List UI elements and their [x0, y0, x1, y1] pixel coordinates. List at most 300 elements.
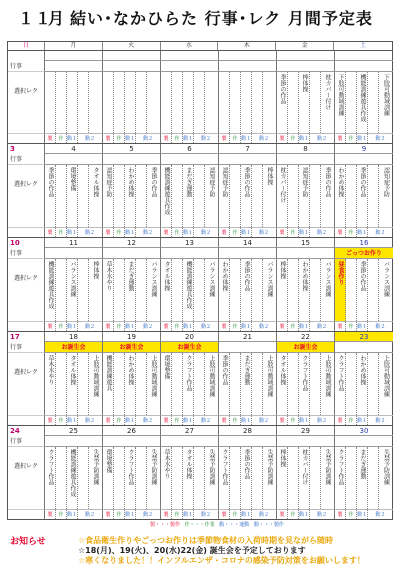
activity-label: 上肢可動域訓練 — [266, 355, 273, 397]
activity-label: まだぎ運動 — [185, 167, 192, 197]
activity-cell — [335, 165, 346, 227]
footer-tag: 製 — [335, 415, 346, 425]
activity-cell — [321, 447, 335, 509]
activity-label: クラフト作品 — [47, 449, 54, 485]
activity-cell — [205, 165, 219, 227]
footer-tag: 動１ — [67, 509, 78, 519]
footer-tag: 動２ — [310, 227, 335, 237]
activity-cell — [288, 353, 299, 415]
activity-cell — [299, 165, 310, 227]
activity-cell — [299, 72, 310, 133]
activity-label: バランス訓練 — [150, 261, 157, 297]
activity-cell — [346, 259, 357, 321]
activity-cell — [103, 353, 114, 415]
activity-label: タオル体操 — [69, 355, 76, 385]
activity-cell — [147, 353, 161, 415]
activity-cell — [288, 447, 299, 509]
activity-label: 枕カバー付け — [324, 74, 331, 110]
date-number: 21 — [219, 332, 277, 342]
activity-cell — [125, 72, 136, 133]
week-row — [7, 144, 393, 238]
date-number — [335, 51, 393, 61]
date-number — [103, 51, 161, 61]
activity-label: 上肢可動域訓練 — [382, 355, 390, 397]
event-cell — [335, 436, 393, 447]
activity-label: 失禁予防訓練 — [382, 449, 390, 485]
activity-cell — [147, 259, 161, 321]
activity-cell — [125, 353, 136, 415]
footer-tag: 作 — [346, 509, 357, 519]
footer-tag: 製 — [103, 509, 114, 519]
activity-label: まだぎ運動 — [127, 261, 134, 291]
event-cell — [45, 154, 103, 165]
activity-cell — [346, 447, 357, 509]
footer-tag: 製 — [45, 133, 56, 143]
footer-tag: 製 — [335, 321, 346, 331]
activity-cell — [252, 353, 263, 415]
activity-label: 季節の作品 — [243, 261, 250, 291]
footer-tag: 作 — [288, 321, 299, 331]
date-number: 5 — [103, 144, 161, 154]
activity-cell — [379, 259, 393, 321]
footer-tag: 作 — [288, 133, 299, 143]
activity-cell — [379, 165, 393, 227]
footer-tag: 製 — [45, 415, 56, 425]
date-number — [161, 51, 219, 61]
weeks-container — [7, 50, 393, 520]
footer-tag: 動１ — [241, 321, 252, 331]
activity-cell — [172, 165, 183, 227]
footer-tag: 動２ — [252, 227, 277, 237]
activity-cell — [263, 353, 277, 415]
event-cell — [103, 154, 161, 165]
event-cell: お誕生会 — [277, 342, 335, 353]
day-header-row — [7, 41, 393, 50]
footer-tag: 作 — [56, 321, 67, 331]
date-number — [277, 51, 335, 61]
activity-label: 季節の作品 — [359, 261, 366, 291]
footer-tag: 動１ — [299, 227, 310, 237]
day-header-6: 土 — [360, 42, 367, 49]
footer-tag: 動２ — [368, 133, 393, 143]
activity-cell — [78, 353, 89, 415]
activity-cell — [78, 447, 89, 509]
activity-label: 下肢可動域訓練 — [337, 74, 344, 116]
sunday-date: 10 — [8, 238, 45, 248]
activity-cell — [45, 447, 56, 509]
footer-tag: 動２ — [194, 415, 219, 425]
activity-label: 機能訓練遊具作成 — [185, 261, 192, 309]
activity-cell — [67, 259, 78, 321]
activity-cell — [252, 165, 263, 227]
activity-label: わかめ体操 — [301, 261, 308, 291]
activity-cell — [56, 165, 67, 227]
activity-cell — [183, 259, 194, 321]
date-number: 7 — [219, 144, 277, 154]
activity-cell — [205, 72, 219, 133]
activity-cell — [45, 353, 56, 415]
activity-label: わかめ体操 — [359, 355, 366, 385]
activity-cell — [321, 259, 335, 321]
footer-tag: 作 — [56, 509, 67, 519]
footer-tag: 製 — [161, 227, 172, 237]
footer-tag: 製 — [161, 415, 172, 425]
activity-cell — [194, 353, 205, 415]
activity-label: わかめ体操 — [221, 261, 228, 291]
activity-cell — [205, 353, 219, 415]
footer-tag: 動１ — [183, 227, 194, 237]
activity-cell — [136, 165, 147, 227]
activity-cell — [161, 353, 172, 415]
footer-tag: 動１ — [241, 509, 252, 519]
event-cell — [277, 248, 335, 259]
activity-label: 上肢可動域訓練 — [208, 355, 215, 397]
date-number: 14 — [219, 238, 277, 248]
footer-tag: 作 — [172, 415, 183, 425]
footer-tag: 動１ — [183, 509, 194, 519]
activity-cell — [241, 353, 252, 415]
legend-do2: 動・・・製作 — [253, 522, 284, 528]
footer-tag: 動１ — [299, 415, 310, 425]
date-number: 11 — [45, 238, 103, 248]
activity-label: 認知症予防 — [301, 167, 308, 197]
activity-cell — [219, 353, 230, 415]
footer-tag: 動１ — [357, 321, 368, 331]
footer-tag: 作 — [230, 133, 241, 143]
date-number: 18 — [45, 332, 103, 342]
footer-tag: 製 — [161, 133, 172, 143]
activity-label: クラフト作品 — [127, 449, 134, 485]
activity-cell — [147, 165, 161, 227]
event-row-label: 行事 — [8, 436, 45, 447]
activity-label: 季節の作品 — [324, 167, 331, 197]
event-cell — [45, 248, 103, 259]
activity-label: クラフト作品 — [221, 449, 228, 485]
activity-cell — [230, 259, 241, 321]
date-number: 30 — [335, 426, 393, 436]
activity-cell — [89, 259, 103, 321]
event-cell — [161, 248, 219, 259]
activity-cell — [219, 72, 230, 133]
footer-tag: 製 — [161, 321, 172, 331]
footer-tag: 動２ — [368, 415, 393, 425]
footer-tag: 動１ — [357, 509, 368, 519]
event-cell: お誕生会 — [45, 342, 103, 353]
footer-tag: 製 — [219, 227, 230, 237]
date-number: 29 — [277, 426, 335, 436]
footer-row-label — [8, 321, 45, 331]
activity-label: クラフト作品 — [301, 355, 308, 391]
footer-tag: 動２ — [136, 509, 161, 519]
activity-cell — [335, 259, 346, 321]
footer-tag: 動１ — [125, 415, 136, 425]
activity-cell — [56, 447, 67, 509]
event-cell — [45, 61, 103, 72]
activity-cell — [56, 259, 67, 321]
activity-row-label: 選択レク — [8, 72, 45, 133]
footer-tag: 動２ — [368, 321, 393, 331]
activity-cell — [78, 72, 89, 133]
footer-tag: 作 — [172, 227, 183, 237]
activity-cell — [241, 259, 252, 321]
activity-cell — [183, 165, 194, 227]
date-number: 6 — [161, 144, 219, 154]
footer-tag: 動１ — [241, 227, 252, 237]
event-cell: お誕生会 — [161, 342, 219, 353]
footer-tag: 動１ — [125, 133, 136, 143]
notice-line-3: ☆寒くなりました！！インフルエンザ・コロナの感染予防対策をお願いします！ — [78, 556, 365, 565]
footer-tag: 動２ — [252, 509, 277, 519]
activity-cell — [277, 259, 288, 321]
activity-row-label: 選択レク — [8, 259, 45, 321]
activity-cell — [56, 72, 67, 133]
footer-tag: 動２ — [194, 509, 219, 519]
activity-cell — [321, 72, 335, 133]
sunday-date: 24 — [8, 426, 45, 436]
activity-cell — [114, 259, 125, 321]
footer-tag: 製 — [277, 133, 288, 143]
activity-cell — [368, 72, 379, 133]
legend-do1: 動・・・運動 — [219, 522, 250, 528]
activity-cell — [172, 353, 183, 415]
footer-tag: 製 — [335, 509, 346, 519]
activity-cell — [230, 447, 241, 509]
activity-cell — [125, 259, 136, 321]
activity-cell — [277, 72, 288, 133]
activity-cell — [78, 165, 89, 227]
footer-tag: 作 — [114, 133, 125, 143]
activity-label: バランス訓練 — [324, 261, 331, 297]
notice-line-2: ☆18(月)、19(火)、20(水)22(金) 誕生会を予定しております — [78, 546, 306, 555]
footer-tag: 動１ — [125, 227, 136, 237]
activity-cell — [45, 165, 56, 227]
page-title: 結い･なかひらた 行事･レク 月間予定表 — [70, 9, 373, 28]
footer-tag: 動２ — [78, 321, 103, 331]
activity-label: 機能訓練遊具作成 — [163, 167, 170, 215]
activity-label: タオル体操 — [279, 355, 286, 385]
footer-tag: 動１ — [67, 227, 78, 237]
footer-tag: 製 — [161, 509, 172, 519]
activity-label: 機能訓練遊具作成 — [69, 449, 76, 497]
activity-cell — [136, 447, 147, 509]
activity-row-label: 選択レク — [8, 165, 45, 227]
footer-tag: 動２ — [194, 133, 219, 143]
activity-cell — [219, 447, 230, 509]
activity-label: 環境整備 — [163, 355, 170, 379]
footer-tag: 動１ — [183, 415, 194, 425]
activity-label: 棒体操 — [266, 167, 273, 185]
activity-cell — [277, 165, 288, 227]
activity-cell — [136, 259, 147, 321]
footer-tag: 作 — [346, 133, 357, 143]
activity-label: 棒体操 — [279, 261, 286, 279]
footer-tag: 製 — [45, 509, 56, 519]
footer-tag: 製 — [277, 321, 288, 331]
activity-label: 下肢可動域訓練 — [382, 74, 390, 116]
activity-cell — [183, 447, 194, 509]
footer-row-label — [8, 509, 45, 519]
event-cell — [219, 154, 277, 165]
activity-label: 失禁予防訓練 — [208, 449, 215, 485]
activity-label: 認知症予防 — [208, 167, 215, 197]
footer-tag: 製 — [103, 227, 114, 237]
footer-tag: 動１ — [125, 509, 136, 519]
footer-tag: 動１ — [357, 133, 368, 143]
event-cell — [161, 61, 219, 72]
activity-cell — [172, 72, 183, 133]
activity-cell — [299, 447, 310, 509]
activity-cell — [230, 165, 241, 227]
event-cell — [103, 436, 161, 447]
activity-cell — [335, 72, 346, 133]
activity-cell — [136, 72, 147, 133]
footer-row-label — [8, 415, 45, 425]
notice-line-1: ☆食品衛生作りやごっつお作りは季節物食材の入荷時期を見ながら随時 — [78, 536, 334, 545]
sunday-date — [8, 51, 45, 61]
footer-row-label — [8, 133, 45, 143]
activity-label: わかめ体操 — [337, 167, 344, 197]
activity-label: まだぎ運動 — [359, 449, 366, 479]
activity-cell — [379, 72, 393, 133]
footer-tag: 動１ — [357, 415, 368, 425]
footer-tag: 動２ — [78, 227, 103, 237]
sunday-date: 17 — [8, 332, 45, 342]
event-cell — [277, 154, 335, 165]
footer-tag: 動２ — [136, 227, 161, 237]
activity-label: 上肢可動域訓練 — [150, 355, 157, 397]
activity-cell — [263, 165, 277, 227]
footer-tag: 動２ — [136, 133, 161, 143]
footer-tag: 動１ — [299, 509, 310, 519]
activity-label: 棒体操 — [301, 74, 308, 92]
footer-tag: 製 — [219, 509, 230, 519]
footer-tag: 作 — [114, 415, 125, 425]
event-row-label: 行事 — [8, 342, 45, 353]
footer-tag: 作 — [230, 415, 241, 425]
activity-cell — [219, 165, 230, 227]
activity-cell — [194, 165, 205, 227]
event-cell — [219, 61, 277, 72]
event-cell — [103, 248, 161, 259]
date-number: 8 — [277, 144, 335, 154]
event-cell — [161, 436, 219, 447]
activity-cell — [263, 72, 277, 133]
activity-cell — [103, 165, 114, 227]
footer-tag: 製 — [219, 415, 230, 425]
activity-label: 季節の作品 — [243, 167, 250, 197]
activity-cell — [205, 447, 219, 509]
activity-cell — [252, 447, 263, 509]
activity-cell — [89, 165, 103, 227]
page-header — [0, 0, 400, 38]
week-row — [7, 50, 393, 144]
activity-cell — [161, 72, 172, 133]
activity-cell — [368, 259, 379, 321]
activity-label: 失禁予防訓練 — [266, 449, 273, 485]
footer-tag: 製 — [45, 227, 56, 237]
footer-tag: 動２ — [252, 415, 277, 425]
footer-tag: 作 — [230, 321, 241, 331]
activity-cell — [299, 353, 310, 415]
footer-tag: 作 — [172, 509, 183, 519]
activity-cell — [161, 165, 172, 227]
activity-label: 季節の作品 — [221, 355, 228, 385]
activity-row-label: 選択レク — [8, 447, 45, 509]
event-cell — [335, 342, 393, 353]
event-cell — [219, 248, 277, 259]
footer-tag: 製 — [335, 227, 346, 237]
activity-cell — [310, 165, 321, 227]
footer-tag: 動２ — [252, 133, 277, 143]
footer-tag: 動２ — [136, 321, 161, 331]
footer-tag: 動１ — [67, 415, 78, 425]
date-number: 27 — [161, 426, 219, 436]
footer-tag: 動２ — [368, 509, 393, 519]
date-number: 4 — [45, 144, 103, 154]
activity-label: バランス訓練 — [266, 261, 273, 297]
footer-tag: 動１ — [67, 321, 78, 331]
activity-label: 認知症予防 — [105, 167, 112, 197]
date-number: 13 — [161, 238, 219, 248]
activity-label: クラフト作品 — [337, 355, 344, 391]
activity-cell — [346, 353, 357, 415]
activity-cell — [379, 353, 393, 415]
activity-cell — [78, 259, 89, 321]
event-cell — [103, 61, 161, 72]
day-header-1: 月 — [45, 42, 103, 50]
activity-label: 認知症予防 — [221, 167, 228, 197]
footer-tag: 動２ — [368, 227, 393, 237]
footer-tag: 製 — [103, 321, 114, 331]
footer-tag: 動２ — [78, 415, 103, 425]
activity-label: バランス訓練 — [69, 261, 76, 297]
activity-cell — [67, 72, 78, 133]
footer-tag: 動２ — [194, 321, 219, 331]
activity-cell — [161, 259, 172, 321]
activity-label: 機能訓練遊具作成 — [359, 74, 366, 122]
activity-cell — [310, 353, 321, 415]
activity-label: 棒体操 — [92, 261, 99, 279]
activity-label: タオル体操 — [185, 449, 192, 479]
activity-cell — [252, 259, 263, 321]
activity-label: 季節の作品 — [243, 449, 250, 479]
sunday-date: 3 — [8, 144, 45, 154]
legend-saku: 作・・・作業 — [184, 522, 215, 528]
activity-cell — [288, 72, 299, 133]
event-cell: お誕生会 — [103, 342, 161, 353]
footer-tag: 作 — [172, 133, 183, 143]
activity-cell — [183, 353, 194, 415]
activity-cell — [67, 353, 78, 415]
activity-cell — [67, 165, 78, 227]
footer-tag: 作 — [56, 415, 67, 425]
footer-tag: 作 — [288, 509, 299, 519]
event-cell — [161, 154, 219, 165]
date-number: 9 — [335, 144, 393, 154]
activity-cell — [103, 259, 114, 321]
event-cell — [219, 436, 277, 447]
footer-tag: 動１ — [67, 133, 78, 143]
activity-label: 機能訓練遊具作成 — [47, 261, 54, 309]
date-number: 19 — [103, 332, 161, 342]
footer-tag: 作 — [56, 227, 67, 237]
activity-cell — [241, 72, 252, 133]
activity-label: バランス訓練 — [382, 261, 390, 297]
footer-tag: 作 — [114, 227, 125, 237]
footer-tag: 動２ — [252, 321, 277, 331]
footer-tag: 製 — [103, 415, 114, 425]
activity-cell — [288, 259, 299, 321]
